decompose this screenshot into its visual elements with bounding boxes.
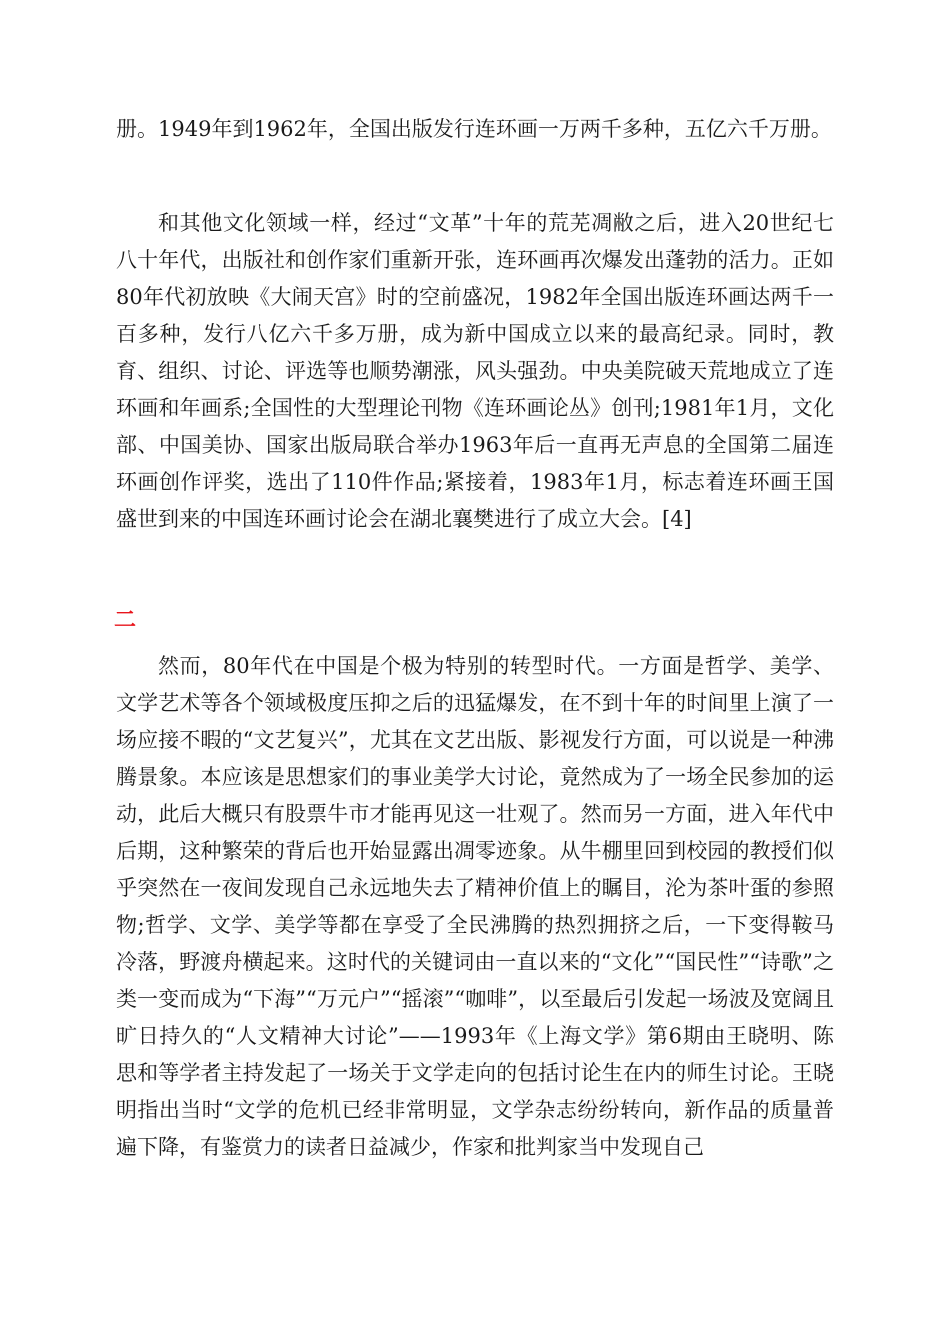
paragraph-3: 然而，80年代在中国是个极为特别的转型时代。一方面是哲学、美学、文学艺术等各个领域极度压抑之后的迅猛爆发，在不到十年的时间里上演了一场应接不暇的“文艺复兴”，尤其在文艺出版、影视发行方面，可以说是一种沸腾景象。本应该是思想家们的事业美学大讨论，竟然成为了一场全民参加的运动，此后大概只有股票牛市才能再见这一壮观了。然而另一方面，进入年代中后期，这种繁荣的背后也开始显露出凋零迹象。从牛棚里回到校园的教授们似乎突然在一夜间发现自己永远地失去了精神价值上的瞩目，沦为茶叶蛋的参照物;哲学、文学、美学等都在享受了全民沸腾的热烈拥挤之后，一下变得鞍马冷落，野渡舟横起来。这时代的关键词由一直以来的“文化”“国民性”“诗歌”之类一变而成为“下海”“万元户”“摇滚”“咖啡”，以至最后引发起一场波及宽阔且旷日持久的“人文精神大讨论”——1993年《上海文学》第6期由王晓明、陈思和等学者主持发起了一场关于文学走向的包括讨论生在内的师生讨论。王晓明指出当时“文学的危机已经非常明显，文学杂志纷纷转向，新作品的质量普遍下降，有鉴赏力的读者日益减少，作家和批判家当中发现自己	[116, 654, 834, 1159]
section-heading: 二	[114, 608, 137, 633]
paragraph-2: 和其他文化领域一样，经过“文革”十年的荒芜凋敝之后，进入20世纪七八十年代，出版社和创作家们重新开张，连环画再次爆发出蓬勃的活力。正如80年代初放映《大闹天宫》时的空前盛况，1982年全国出版连环画达两千一百多种，发行八亿六千多万册，成为新中国成立以来的最高纪录。同时，教育、组织、讨论、评选等也顺势潮涨，风头强劲。中央美院破天荒地成立了连环画和年画系;全国性的大型理论刊物《连环画论丛》创刊;1981年1月，文化部、中国美协、国家出版局联合举办1963年后一直再无声息的全国第二届连环画创作评奖，选出了110件作品;紧接着，1983年1月，标志着连环画王国盛世到来的中国连环画讨论会在湖北襄樊进行了成立大会。[4]	[116, 211, 834, 531]
paragraph-1: 册。1949年到1962年，全国出版发行连环画一万两千多种，五亿六千万册。	[116, 117, 832, 141]
